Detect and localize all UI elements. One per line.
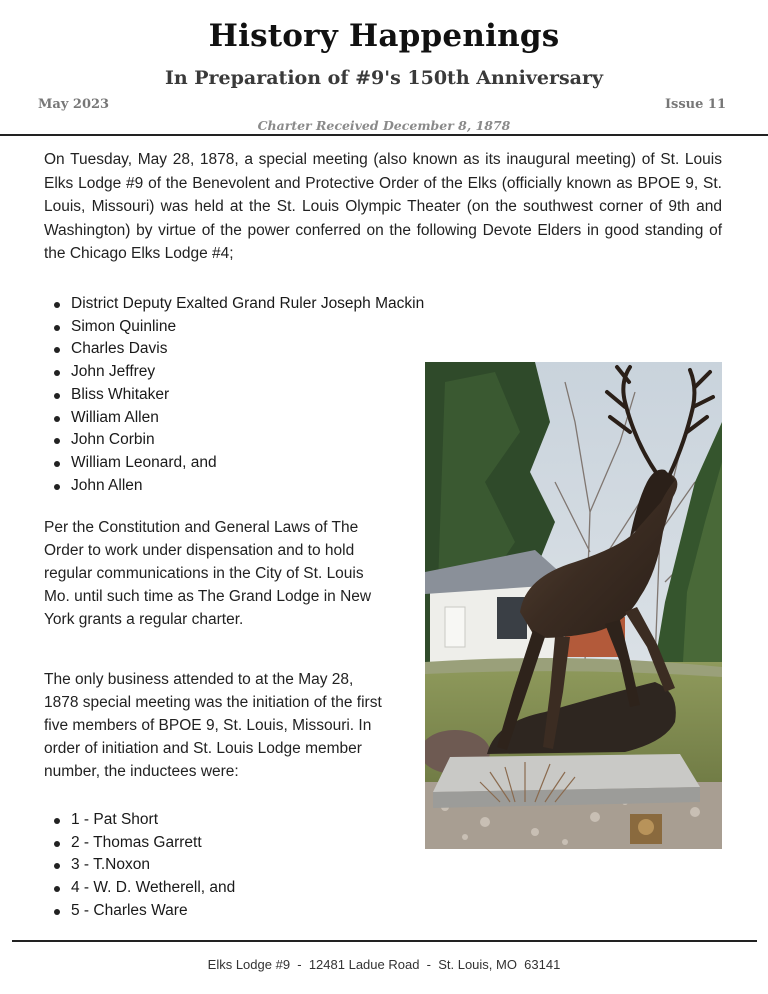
list-item: 4 - W. D. Wetherell, and <box>44 877 389 900</box>
list-item: John Corbin <box>44 429 514 452</box>
list-item: John Allen <box>44 475 514 498</box>
list-item: Simon Quinline <box>44 316 514 339</box>
list-item: William Allen <box>44 407 514 430</box>
elk-statue-photo <box>425 362 722 849</box>
newsletter-subtitle: In Preparation of #9's 150th Anniversary <box>164 67 604 89</box>
list-item: 3 - T.Noxon <box>44 854 389 877</box>
inductees-list <box>44 809 389 923</box>
footer-address: Elks Lodge #9 - 12481 Ladue Road - St. Louis, MO 63141 <box>207 957 561 972</box>
list-item: 2 - Thomas Garrett <box>44 832 389 855</box>
dispensation-paragraph: Per the Constitution and General Laws of The Order to work under dispensation and to hold regular communications in the City of St. Louis Mo. until such time as The Grand Lodge in New York grants a regular charter. <box>44 519 372 628</box>
list-item: District Deputy Exalted Grand Ruler Joseph Mackin <box>44 293 514 316</box>
intro-paragraph: On Tuesday, May 28, 1878, a special meeting (also known as its inaugural meeting) of St. Louis Elks Lodge #9 of the Benevolent and Protective Order of the Elks (officially known as BPOE 9, St. Louis, Missouri) was held at the St. Louis Olympic Theater (on the southwest corner of 9th and Washington) by virtue of the power conferred on the following Devote Elders in good standing of the Chicago Elks Lodge #4; <box>44 151 722 262</box>
list-item: Bliss Whitaker <box>44 384 514 407</box>
issue-date: May 2023 <box>38 97 110 112</box>
header-divider <box>0 134 768 136</box>
footer-divider <box>12 940 757 942</box>
initiation-paragraph: The only business attended to at the May 28, 1878 special meeting was the initiation of the first five members of BPOE 9, St. Louis, Missouri. In order of initiation and St. Louis Lodge member number, the inductees were: <box>44 671 382 780</box>
list-item: 5 - Charles Ware <box>44 900 389 923</box>
list-item: William Leonard, and <box>44 452 514 475</box>
list-item: John Jeffrey <box>44 361 514 384</box>
charter-date: Charter Received December 8, 1878 <box>257 118 511 133</box>
list-item: Charles Davis <box>44 338 514 361</box>
newsletter-title: History Happenings <box>208 18 560 54</box>
issue-number: Issue 11 <box>664 97 726 112</box>
list-item: 1 - Pat Short <box>44 809 389 832</box>
